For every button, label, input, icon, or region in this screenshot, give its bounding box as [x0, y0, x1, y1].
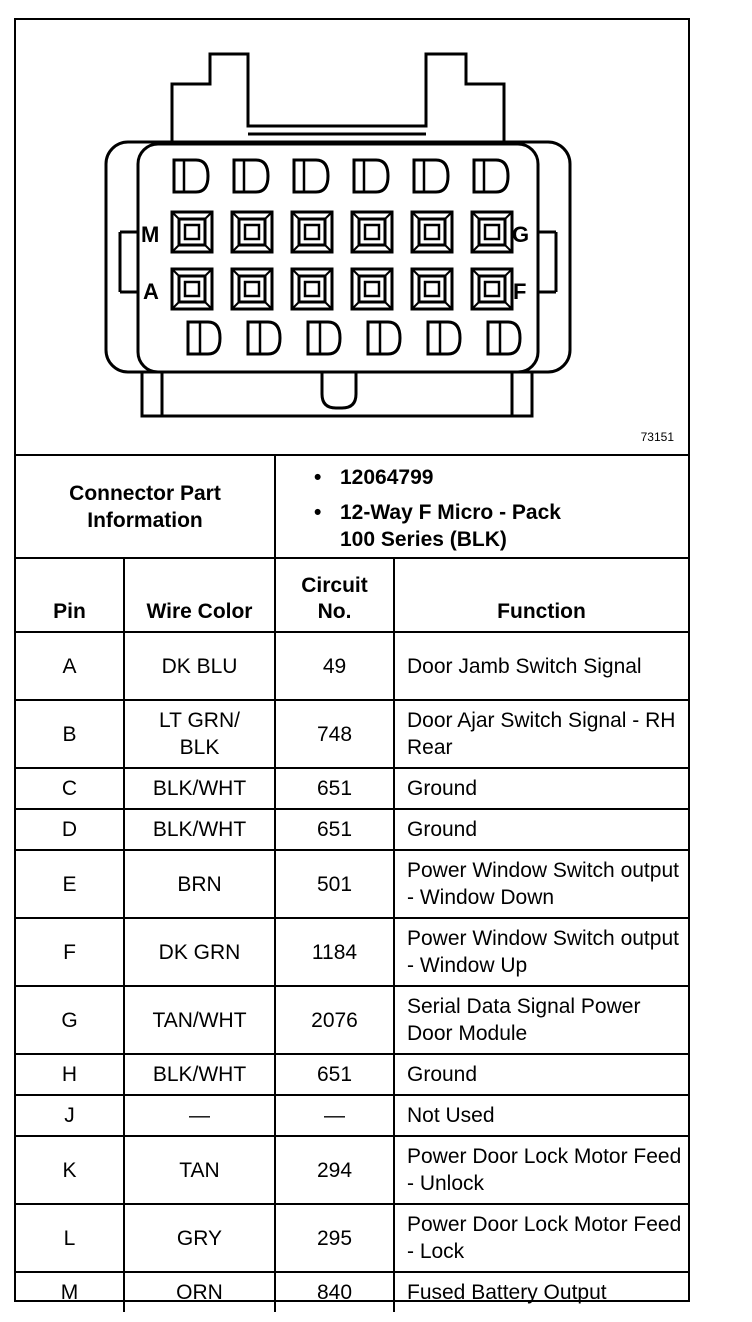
bottom-key: [322, 372, 356, 408]
table-row: [16, 700, 688, 768]
table-row: [16, 1054, 688, 1095]
header-wire-color: Wire Color: [124, 558, 275, 632]
square-terminal: [232, 212, 272, 252]
square-terminal: [172, 269, 212, 309]
pin-cell: G: [16, 986, 124, 1054]
function-cell: Ground: [394, 809, 688, 850]
top-cavity: [294, 160, 328, 192]
wire-color-cell: [124, 986, 275, 1054]
part-number: • 12064799: [310, 464, 561, 491]
wire-color-text: DK BLU: [161, 654, 238, 678]
top-cavity: [474, 160, 508, 192]
function-cell: Not Used: [394, 1095, 688, 1136]
left-tab: [120, 232, 138, 292]
function-cell: Fused Battery Output: [394, 1272, 688, 1312]
table-row: [16, 918, 688, 986]
pin-cell: C: [16, 768, 124, 809]
connector-diagram: [16, 20, 688, 456]
wire-color-text: BLK/WHT: [152, 777, 247, 800]
wire-color-text: DK GRN: [158, 940, 241, 964]
table-row: [16, 1095, 688, 1136]
wire-color-text: TAN/WHT: [152, 1008, 247, 1032]
wire-color-cell: [124, 1136, 275, 1204]
header-circuit: [275, 558, 394, 632]
pin-cell: B: [16, 700, 124, 768]
pin-cell: F: [16, 918, 124, 986]
circuit-cell: 295: [275, 1204, 394, 1272]
table-row: [16, 1272, 688, 1312]
circuit-cell: —: [275, 1095, 394, 1136]
latch-outline: [172, 54, 504, 142]
bottom-cavity: [188, 322, 220, 354]
header-circuit-text: Circuit No.: [301, 574, 368, 623]
function-cell: Serial Data Signal Power Door Module: [394, 986, 688, 1054]
function-cell: Door Jamb Switch Signal: [394, 632, 688, 700]
circuit-cell: 49: [275, 632, 394, 700]
circuit-cell: 294: [275, 1136, 394, 1204]
square-terminal: [232, 269, 272, 309]
circuit-cell: 748: [275, 700, 394, 768]
wire-color-cell: [124, 700, 275, 768]
pin-cell: H: [16, 1054, 124, 1095]
connector-description: • 12-Way F Micro - Pack 100 Series (BLK): [310, 499, 561, 553]
pin-label-a: A: [143, 279, 159, 304]
right-foot: [512, 372, 532, 416]
square-terminal: [292, 269, 332, 309]
circuit-cell: 2076: [275, 986, 394, 1054]
square-terminal: [172, 212, 212, 252]
bottom-cavity: [368, 322, 400, 354]
function-cell: Ground: [394, 1054, 688, 1095]
left-foot: [142, 372, 162, 416]
top-cavity: [174, 160, 208, 192]
square-terminal: [472, 269, 512, 309]
table-row: [16, 850, 688, 918]
table-row: [16, 986, 688, 1054]
pin-cell: E: [16, 850, 124, 918]
pin-cell: A: [16, 632, 124, 700]
header-function: Function: [394, 558, 688, 632]
wire-color-text: ORN: [176, 1281, 223, 1304]
connector-part-information: [16, 456, 688, 559]
circuit-cell: 501: [275, 850, 394, 918]
function-cell: Power Door Lock Motor Feed - Unlock: [394, 1136, 688, 1204]
wire-color-cell: [124, 809, 275, 850]
pin-label-m: M: [141, 222, 160, 247]
connector-face-drawing: [16, 20, 688, 454]
circuit-cell: 840: [275, 1272, 394, 1312]
function-cell: Ground: [394, 768, 688, 809]
wire-color-cell: [124, 1204, 275, 1272]
pin-cell: L: [16, 1204, 124, 1272]
table-row: [16, 1204, 688, 1272]
bottom-cavity: [428, 322, 460, 354]
right-tab: [538, 232, 556, 292]
table-row: [16, 768, 688, 809]
wire-color-text: GRY: [176, 1226, 223, 1250]
wire-color-cell: [124, 850, 275, 918]
pin-table: [16, 558, 688, 1312]
top-cavity: [354, 160, 388, 192]
table-row: [16, 1136, 688, 1204]
connector-sheet: [14, 18, 690, 1302]
table-row: [16, 809, 688, 850]
wire-color-text: BRN: [177, 872, 222, 896]
circuit-cell: 651: [275, 1054, 394, 1095]
wire-color-text: TAN: [179, 1158, 220, 1182]
square-terminal: [352, 212, 392, 252]
pin-label-f: F: [513, 279, 527, 304]
function-cell: Power Window Switch output - Window Down: [394, 850, 688, 918]
square-terminal: [412, 212, 452, 252]
function-cell: Door Ajar Switch Signal - RH Rear: [394, 700, 688, 768]
square-terminal: [352, 269, 392, 309]
pin-table-header: [16, 558, 688, 632]
table-row: [16, 632, 688, 700]
square-terminal: [292, 212, 332, 252]
circuit-cell: 651: [275, 768, 394, 809]
bottom-cavity: [488, 322, 520, 354]
pin-cell: D: [16, 809, 124, 850]
wire-color-cell: [124, 768, 275, 809]
connector-info-label-text: Connector Part Information: [69, 481, 221, 532]
header-pin: Pin: [16, 558, 124, 632]
bottom-cavity: [308, 322, 340, 354]
inner-housing: [138, 144, 538, 372]
wire-color-text: LT GRN/ BLK: [159, 709, 240, 759]
wire-color-cell: [124, 632, 275, 700]
wire-color-cell: [124, 918, 275, 986]
wire-color-text: BLK/WHT: [152, 818, 247, 841]
top-cavity: [234, 160, 268, 192]
square-terminal: [412, 269, 452, 309]
circuit-cell: 651: [275, 809, 394, 850]
pin-cell: K: [16, 1136, 124, 1204]
square-terminal: [472, 212, 512, 252]
wire-color-cell: [124, 1095, 275, 1136]
function-cell: Power Window Switch output - Window Up: [394, 918, 688, 986]
connector-info-label: [16, 456, 276, 557]
top-cavity: [414, 160, 448, 192]
wire-color-cell: [124, 1272, 275, 1312]
function-cell: Power Door Lock Motor Feed - Lock: [394, 1204, 688, 1272]
pin-cell: J: [16, 1095, 124, 1136]
terminal-cavities: [172, 160, 520, 354]
connector-info-list: [310, 464, 561, 561]
pin-label-g: G: [512, 222, 530, 247]
circuit-cell: 1184: [275, 918, 394, 986]
figure-number: 73151: [640, 430, 674, 444]
pin-cell: M: [16, 1272, 124, 1312]
wire-color-text: —: [189, 1104, 210, 1127]
wire-color-cell: [124, 1054, 275, 1095]
wire-color-text: BLK/WHT: [152, 1063, 247, 1086]
bottom-cavity: [248, 322, 280, 354]
